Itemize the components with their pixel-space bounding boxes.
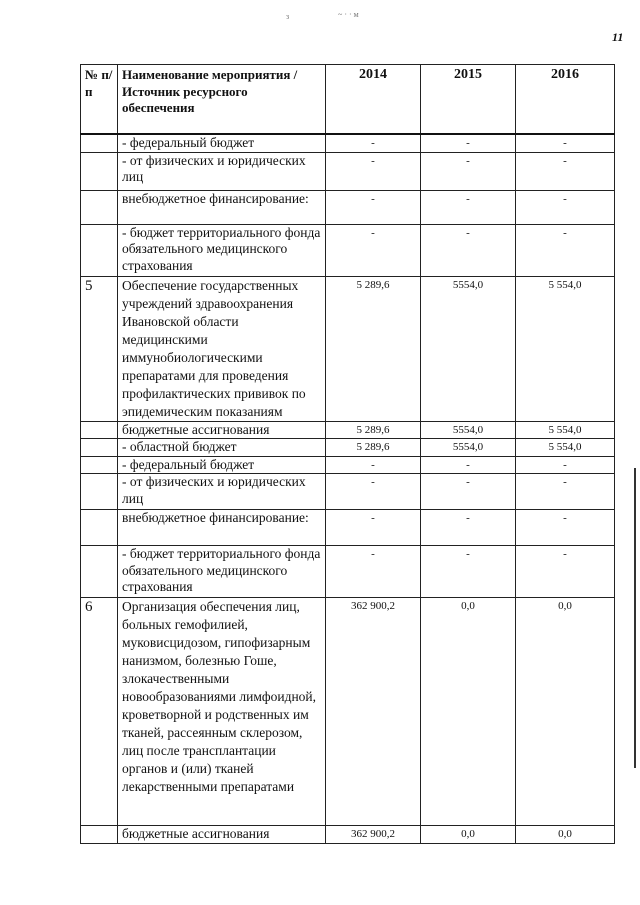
table-row (81, 826, 615, 844)
value-2016: - (516, 190, 615, 224)
row-index (81, 134, 118, 152)
value-2015: - (421, 224, 516, 276)
value-2014: 5 289,6 (326, 276, 421, 421)
header-num: № п/п (81, 65, 118, 135)
scan-mark: з (286, 12, 290, 21)
header-name: Наименование мероприятия / Источник ресурсного обеспечения (118, 65, 326, 135)
row-name: Организация обеспечения лиц, больных гемофилией, муковисцидозом, гипофизарным нанизмом, болезнью Гоше, злокачественными новообразованиями лимфоидной, кроветворной и родственных им тканей, рассеянным склерозом, лиц после трансплантации органов и (или) тканей лекарственными препаратами (118, 598, 326, 826)
value-2016: - (516, 152, 615, 190)
row-index (81, 474, 118, 510)
table-row (81, 224, 615, 276)
value-2014: 362 900,2 (326, 826, 421, 844)
value-2014: - (326, 456, 421, 474)
table-row (81, 439, 615, 457)
table-row (81, 456, 615, 474)
table-row (81, 510, 615, 546)
value-2016: 5 554,0 (516, 276, 615, 421)
value-2015: - (421, 510, 516, 546)
scan-mark: ~ · · м (338, 10, 359, 19)
row-name: Обеспечение государственных учреждений здравоохранения Ивановской области медицинскими иммунобиологическими препаратами для проведения профилактических прививок по эпидемическим показаниям (118, 276, 326, 421)
value-2015: - (421, 134, 516, 152)
value-2014: - (326, 134, 421, 152)
table-row (81, 276, 615, 421)
row-index (81, 439, 118, 457)
header-2015: 2015 (421, 65, 516, 135)
value-2016: 0,0 (516, 826, 615, 844)
value-2015: 5554,0 (421, 421, 516, 439)
value-2014: - (326, 474, 421, 510)
value-2014: 5 289,6 (326, 439, 421, 457)
row-name: - федеральный бюджет (118, 134, 326, 152)
page-edge-line (634, 468, 636, 768)
budget-table (80, 64, 615, 844)
row-index: 6 (81, 598, 118, 826)
table-header-row (81, 65, 615, 135)
value-2016: - (516, 510, 615, 546)
value-2015: - (421, 546, 516, 598)
table-row (81, 190, 615, 224)
value-2015: - (421, 456, 516, 474)
value-2015: - (421, 474, 516, 510)
row-index (81, 224, 118, 276)
table-row (81, 421, 615, 439)
table-row (81, 598, 615, 826)
row-name: - от физических и юридических лиц (118, 474, 326, 510)
header-2014: 2014 (326, 65, 421, 135)
row-name: - бюджет территориального фонда обязательного медицинского страхования (118, 224, 326, 276)
row-index (81, 456, 118, 474)
value-2015: 5554,0 (421, 276, 516, 421)
table-row (81, 546, 615, 598)
row-index (81, 510, 118, 546)
row-name: - от физических и юридических лиц (118, 152, 326, 190)
table-row (81, 474, 615, 510)
row-name: - областной бюджет (118, 439, 326, 457)
row-name: бюджетные ассигнования (118, 826, 326, 844)
row-name: внебюджетное финансирование: (118, 510, 326, 546)
value-2015: - (421, 190, 516, 224)
value-2016: - (516, 546, 615, 598)
table-row (81, 152, 615, 190)
value-2015: - (421, 152, 516, 190)
value-2016: - (516, 224, 615, 276)
value-2014: - (326, 190, 421, 224)
row-index (81, 546, 118, 598)
row-index (81, 421, 118, 439)
table-row (81, 134, 615, 152)
value-2016: 5 554,0 (516, 421, 615, 439)
row-index (81, 826, 118, 844)
value-2014: - (326, 152, 421, 190)
value-2014: - (326, 224, 421, 276)
value-2015: 0,0 (421, 598, 516, 826)
value-2016: - (516, 474, 615, 510)
value-2015: 0,0 (421, 826, 516, 844)
row-index: 5 (81, 276, 118, 421)
value-2016: 0,0 (516, 598, 615, 826)
page-number: 11 (612, 30, 624, 44)
value-2016: - (516, 456, 615, 474)
row-name: внебюджетное финансирование: (118, 190, 326, 224)
row-index (81, 190, 118, 224)
header-2016: 2016 (516, 65, 615, 135)
value-2015: 5554,0 (421, 439, 516, 457)
value-2014: - (326, 546, 421, 598)
row-name: бюджетные ассигнования (118, 421, 326, 439)
value-2014: - (326, 510, 421, 546)
value-2014: 362 900,2 (326, 598, 421, 826)
row-name: - бюджет территориального фонда обязательного медицинского страхования (118, 546, 326, 598)
value-2014: 5 289,6 (326, 421, 421, 439)
row-name: - федеральный бюджет (118, 456, 326, 474)
value-2016: - (516, 134, 615, 152)
row-index (81, 152, 118, 190)
value-2016: 5 554,0 (516, 439, 615, 457)
